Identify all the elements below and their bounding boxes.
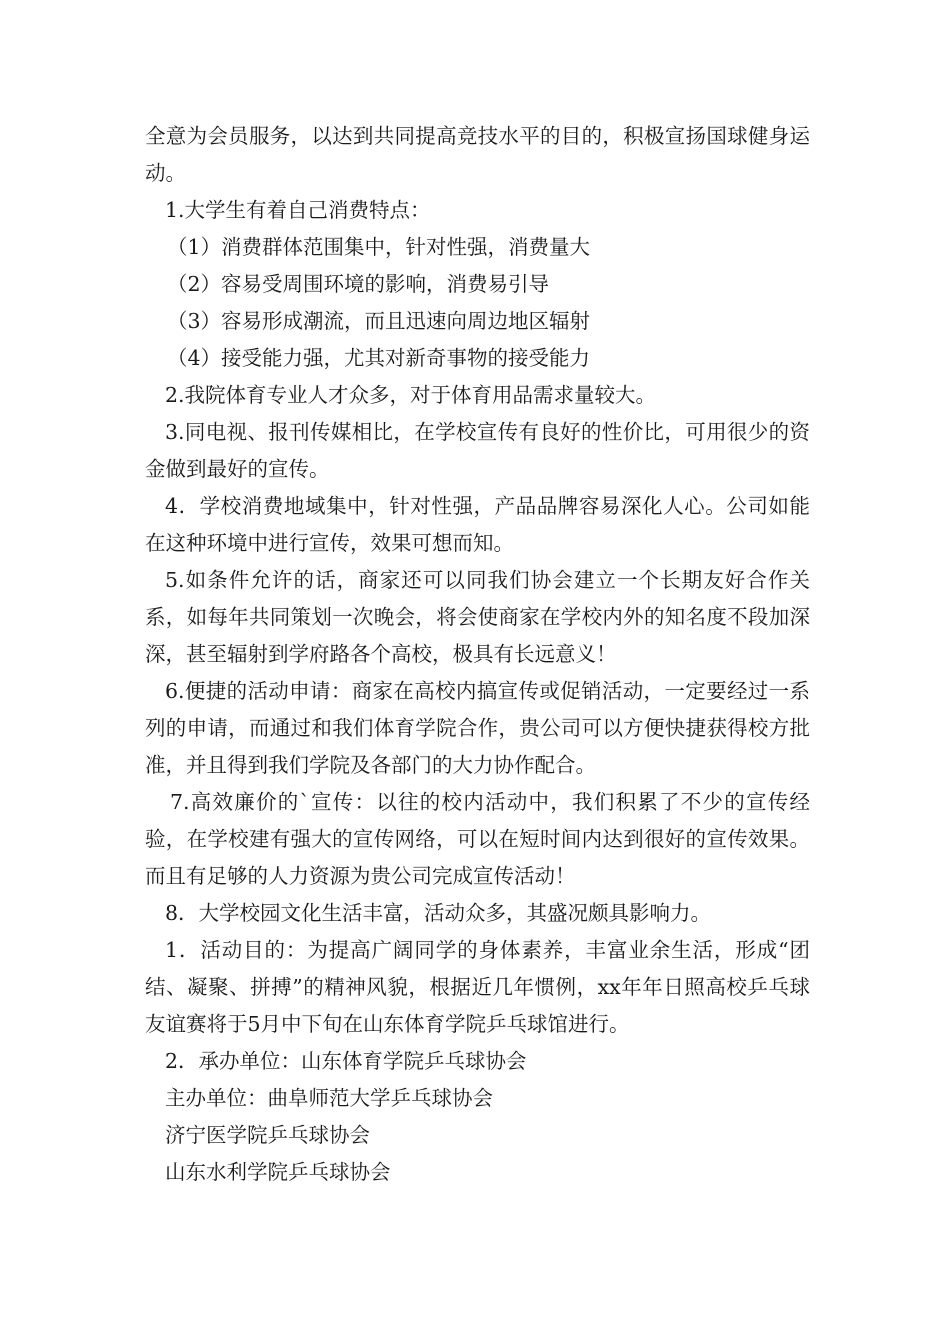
paragraph-point-7: 7.高效廉价的`宣传：以往的校内活动中，我们积累了不少的宣传经验，在学校建有强大的宣传网络，可以在短时间内达到很好的宣传效果。而且有足够的人力资源为贵公司完成宣传活动！ xyxy=(145,790,810,888)
paragraph-point-3: 3.同电视、报刊传媒相比，在学校宣传有良好的性价比，可用很少的资金做到最好的宣传。 xyxy=(145,420,810,481)
paragraph-point-2: 2.我院体育专业人才众多，对于体育用品需求量较大。 xyxy=(165,383,657,407)
paragraph-point-8: 8．大学校园文化生活丰富，活动众多，其盛况颇具影响力。 xyxy=(165,901,712,925)
paragraph-point-1: 1.大学生有着自己消费特点： xyxy=(165,198,431,222)
paragraph-subpoint-2: （2）容易受周围环境的影响，消费易引导 xyxy=(167,272,550,296)
paragraph-point-4: 4．学校消费地域集中，针对性强，产品品牌容易深化人心。公司如能在这种环境中进行宣传，效果可想而知。 xyxy=(145,494,810,555)
paragraph-subpoint-4: （4）接受能力强，尤其对新奇事物的接受能力 xyxy=(167,346,591,370)
paragraph-organizer: 2．承办单位：山东体育学院乒乓球协会 xyxy=(165,1049,527,1073)
paragraph-intro-continued: 全意为会员服务，以达到共同提高竞技水平的目的，积极宣扬国球健身运动。 xyxy=(145,124,810,185)
paragraph-host-unit-2: 济宁医学院乒乓球协会 xyxy=(165,1123,370,1147)
paragraph-subpoint-3: （3）容易形成潮流，而且迅速向周边地区辐射 xyxy=(167,309,591,333)
paragraph-activity-purpose: 1．活动目的：为提高广阔同学的身体素养，丰富业余生活，形成“团结、凝聚、拼搏”的精神风貌，根据近几年惯例，xx年年日照高校乒乓球友谊赛将于5月中下旬在山东体育学院乒乓球馆进行。 xyxy=(145,938,810,1036)
paragraph-point-6: 6.便捷的活动申请：商家在高校内搞宣传或促销活动，一定要经过一系列的申请，而通过和我们体育学院合作，贵公司可以方便快捷获得校方批准，并且得到我们学院及各部门的大力协作配合。 xyxy=(145,679,810,777)
paragraph-point-5: 5.如条件允许的话，商家还可以同我们协会建立一个长期友好合作关系，如每年共同策划一次晚会，将会使商家在学校内外的知名度不段加深深，甚至辐射到学府路各个高校，极具有长远意义！ xyxy=(145,568,810,666)
paragraph-subpoint-1: （1）消费群体范围集中，针对性强，消费量大 xyxy=(167,235,591,259)
document-body xyxy=(145,118,810,1191)
paragraph-host-unit: 主办单位：曲阜师范大学乒乓球协会 xyxy=(165,1086,493,1110)
paragraph-host-unit-3: 山东水利学院乒乓球协会 xyxy=(165,1160,391,1184)
